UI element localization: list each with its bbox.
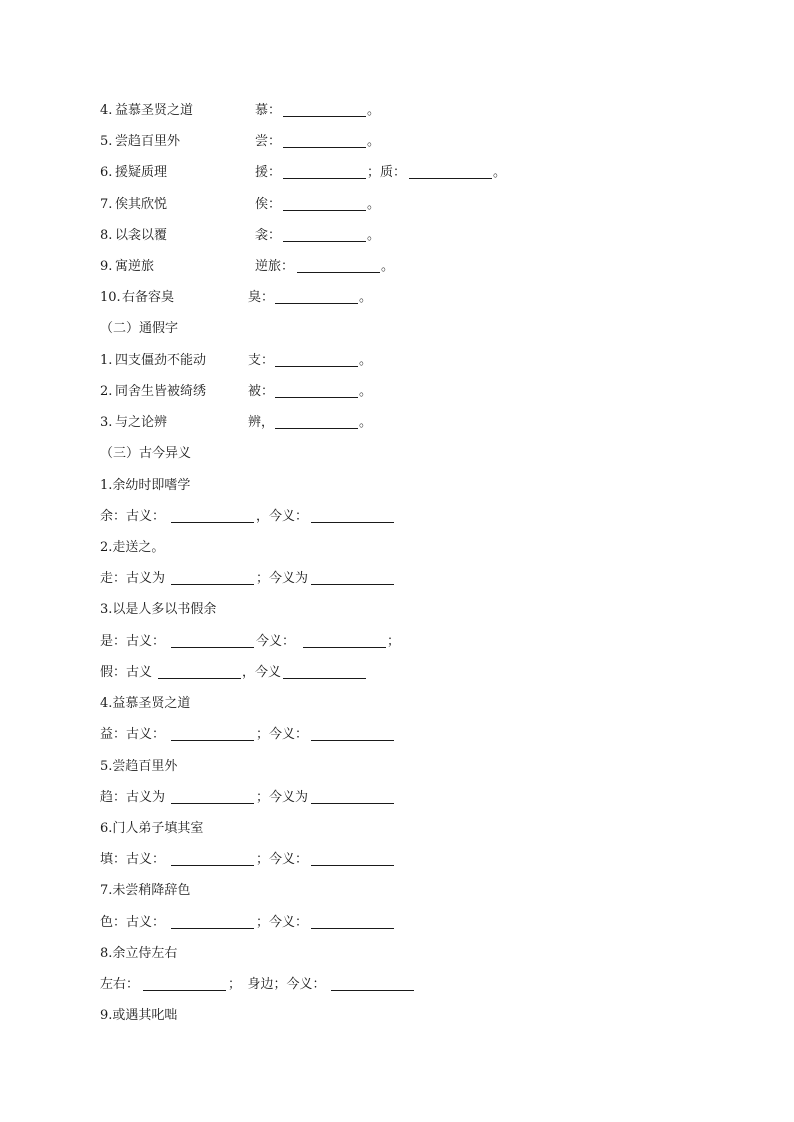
- item-phrase: 同舍生皆被绮绣: [115, 384, 207, 399]
- item-end: 。: [367, 103, 381, 118]
- modern-meaning-label: ，今义：: [256, 509, 309, 524]
- answer-blank[interactable]: [171, 647, 254, 648]
- item-end: 。: [359, 415, 373, 430]
- item-term: 逆旅：: [255, 259, 295, 274]
- answer-blank[interactable]: [283, 210, 366, 211]
- item-end: 。: [493, 165, 507, 180]
- item-phrase: 尝趋百里外: [115, 134, 181, 149]
- answer-blank[interactable]: [283, 241, 366, 242]
- answer-blank[interactable]: [311, 803, 394, 804]
- answer-blank[interactable]: [171, 803, 254, 804]
- answer-blank[interactable]: [311, 928, 394, 929]
- item-term: 支：: [248, 353, 275, 368]
- ancient-meaning-label: 左右：: [100, 977, 140, 992]
- item-phrase: 右备容臭: [122, 290, 175, 305]
- item-term: 俟：: [255, 197, 282, 212]
- modern-meaning-label: ；今义：: [256, 915, 309, 930]
- answer-blank[interactable]: [275, 397, 358, 398]
- answer-blank[interactable]: [171, 928, 254, 929]
- item-term: 尝：: [255, 134, 282, 149]
- item-term: 被：: [248, 384, 275, 399]
- item-end: 。: [367, 134, 381, 149]
- section-heading: （三）古今异义: [100, 446, 192, 461]
- item-number: 3.: [100, 415, 113, 430]
- item-phrase: 俟其欣悦: [115, 197, 168, 212]
- answer-blank[interactable]: [409, 178, 492, 179]
- answer-blank[interactable]: [171, 522, 254, 523]
- answer-blank[interactable]: [297, 272, 380, 273]
- question-title: 6.门人弟子填其室: [100, 821, 204, 836]
- item-end: ；: [387, 634, 401, 649]
- answer-blank[interactable]: [311, 522, 394, 523]
- item-end: 。: [359, 290, 373, 305]
- ancient-meaning-label: 余：古义：: [100, 509, 166, 524]
- answer-blank[interactable]: [143, 990, 226, 991]
- ancient-meaning-label: 假：古义: [100, 665, 153, 680]
- modern-meaning-label: ，今义: [242, 665, 282, 680]
- answer-blank[interactable]: [171, 865, 254, 866]
- ancient-meaning-label: 趋：古义为: [100, 790, 166, 805]
- item-end: 。: [359, 384, 373, 399]
- answer-blank[interactable]: [331, 990, 414, 991]
- answer-blank[interactable]: [171, 584, 254, 585]
- answer-blank[interactable]: [275, 366, 358, 367]
- question-title: 5.尝趋百里外: [100, 759, 178, 774]
- item-mid: ；质：: [367, 165, 407, 180]
- section-heading: （二）通假字: [100, 321, 179, 336]
- ancient-meaning-label: 色：古义：: [100, 915, 166, 930]
- item-phrase: 以衾以覆: [115, 228, 168, 243]
- ancient-meaning-label: 走：古义为: [100, 571, 166, 586]
- modern-meaning-label: ；今义：: [256, 852, 309, 867]
- answer-blank[interactable]: [311, 740, 394, 741]
- answer-blank[interactable]: [311, 865, 394, 866]
- modern-meaning-label: ；今义：: [256, 727, 309, 742]
- question-title: 9.或遇其叱咄: [100, 1008, 178, 1023]
- question-title: 1.余幼时即嗜学: [100, 478, 191, 493]
- item-end: 。: [381, 259, 395, 274]
- answer-blank[interactable]: [158, 678, 241, 679]
- item-phrase: 四支僵劲不能动: [115, 353, 207, 368]
- item-number: 8.: [100, 228, 113, 243]
- item-term: 衾：: [255, 228, 282, 243]
- answer-blank[interactable]: [283, 147, 366, 148]
- item-number: 5.: [100, 134, 113, 149]
- item-number: 7.: [100, 197, 113, 212]
- question-title: 2.走送之。: [100, 540, 165, 555]
- answer-blank[interactable]: [283, 178, 366, 179]
- answer-blank[interactable]: [311, 584, 394, 585]
- item-number: 9.: [100, 259, 113, 274]
- item-term: 臭：: [248, 290, 275, 305]
- answer-blank[interactable]: [275, 428, 358, 429]
- modern-meaning-label: ；今义为: [256, 790, 309, 805]
- item-phrase: 援疑质理: [115, 165, 168, 180]
- item-phrase: 与之论辨: [115, 415, 168, 430]
- ancient-meaning-label: 益：古义：: [100, 727, 166, 742]
- item-term: 辨，: [248, 415, 275, 430]
- item-number: 1.: [100, 353, 113, 368]
- question-title: 7.未尝稍降辞色: [100, 883, 191, 898]
- item-end: 。: [367, 197, 381, 212]
- item-number: 2.: [100, 384, 113, 399]
- item-end: 。: [359, 353, 373, 368]
- question-title: 3.以是人多以书假余: [100, 602, 217, 617]
- ancient-meaning-label: 填：古义：: [100, 852, 166, 867]
- item-term: 援：: [255, 165, 282, 180]
- item-term: 慕：: [255, 103, 282, 118]
- answer-blank[interactable]: [171, 740, 254, 741]
- answer-blank[interactable]: [283, 678, 366, 679]
- modern-meaning-label: 今义：: [256, 634, 296, 649]
- item-end: 。: [367, 228, 381, 243]
- ancient-meaning-label: 是：古义：: [100, 634, 166, 649]
- question-title: 8.余立侍左右: [100, 946, 178, 961]
- item-phrase: 寓逆旅: [115, 259, 155, 274]
- item-phrase: 益慕圣贤之道: [115, 103, 194, 118]
- item-number: 6.: [100, 165, 113, 180]
- question-title: 4.益慕圣贤之道: [100, 696, 191, 711]
- item-number: 4.: [100, 103, 113, 118]
- answer-blank[interactable]: [283, 116, 366, 117]
- modern-meaning-label: ； 身边；今义：: [228, 977, 326, 992]
- answer-blank[interactable]: [303, 647, 386, 648]
- modern-meaning-label: ；今义为: [256, 571, 309, 586]
- item-number: 10.: [100, 290, 121, 305]
- answer-blank[interactable]: [275, 303, 358, 304]
